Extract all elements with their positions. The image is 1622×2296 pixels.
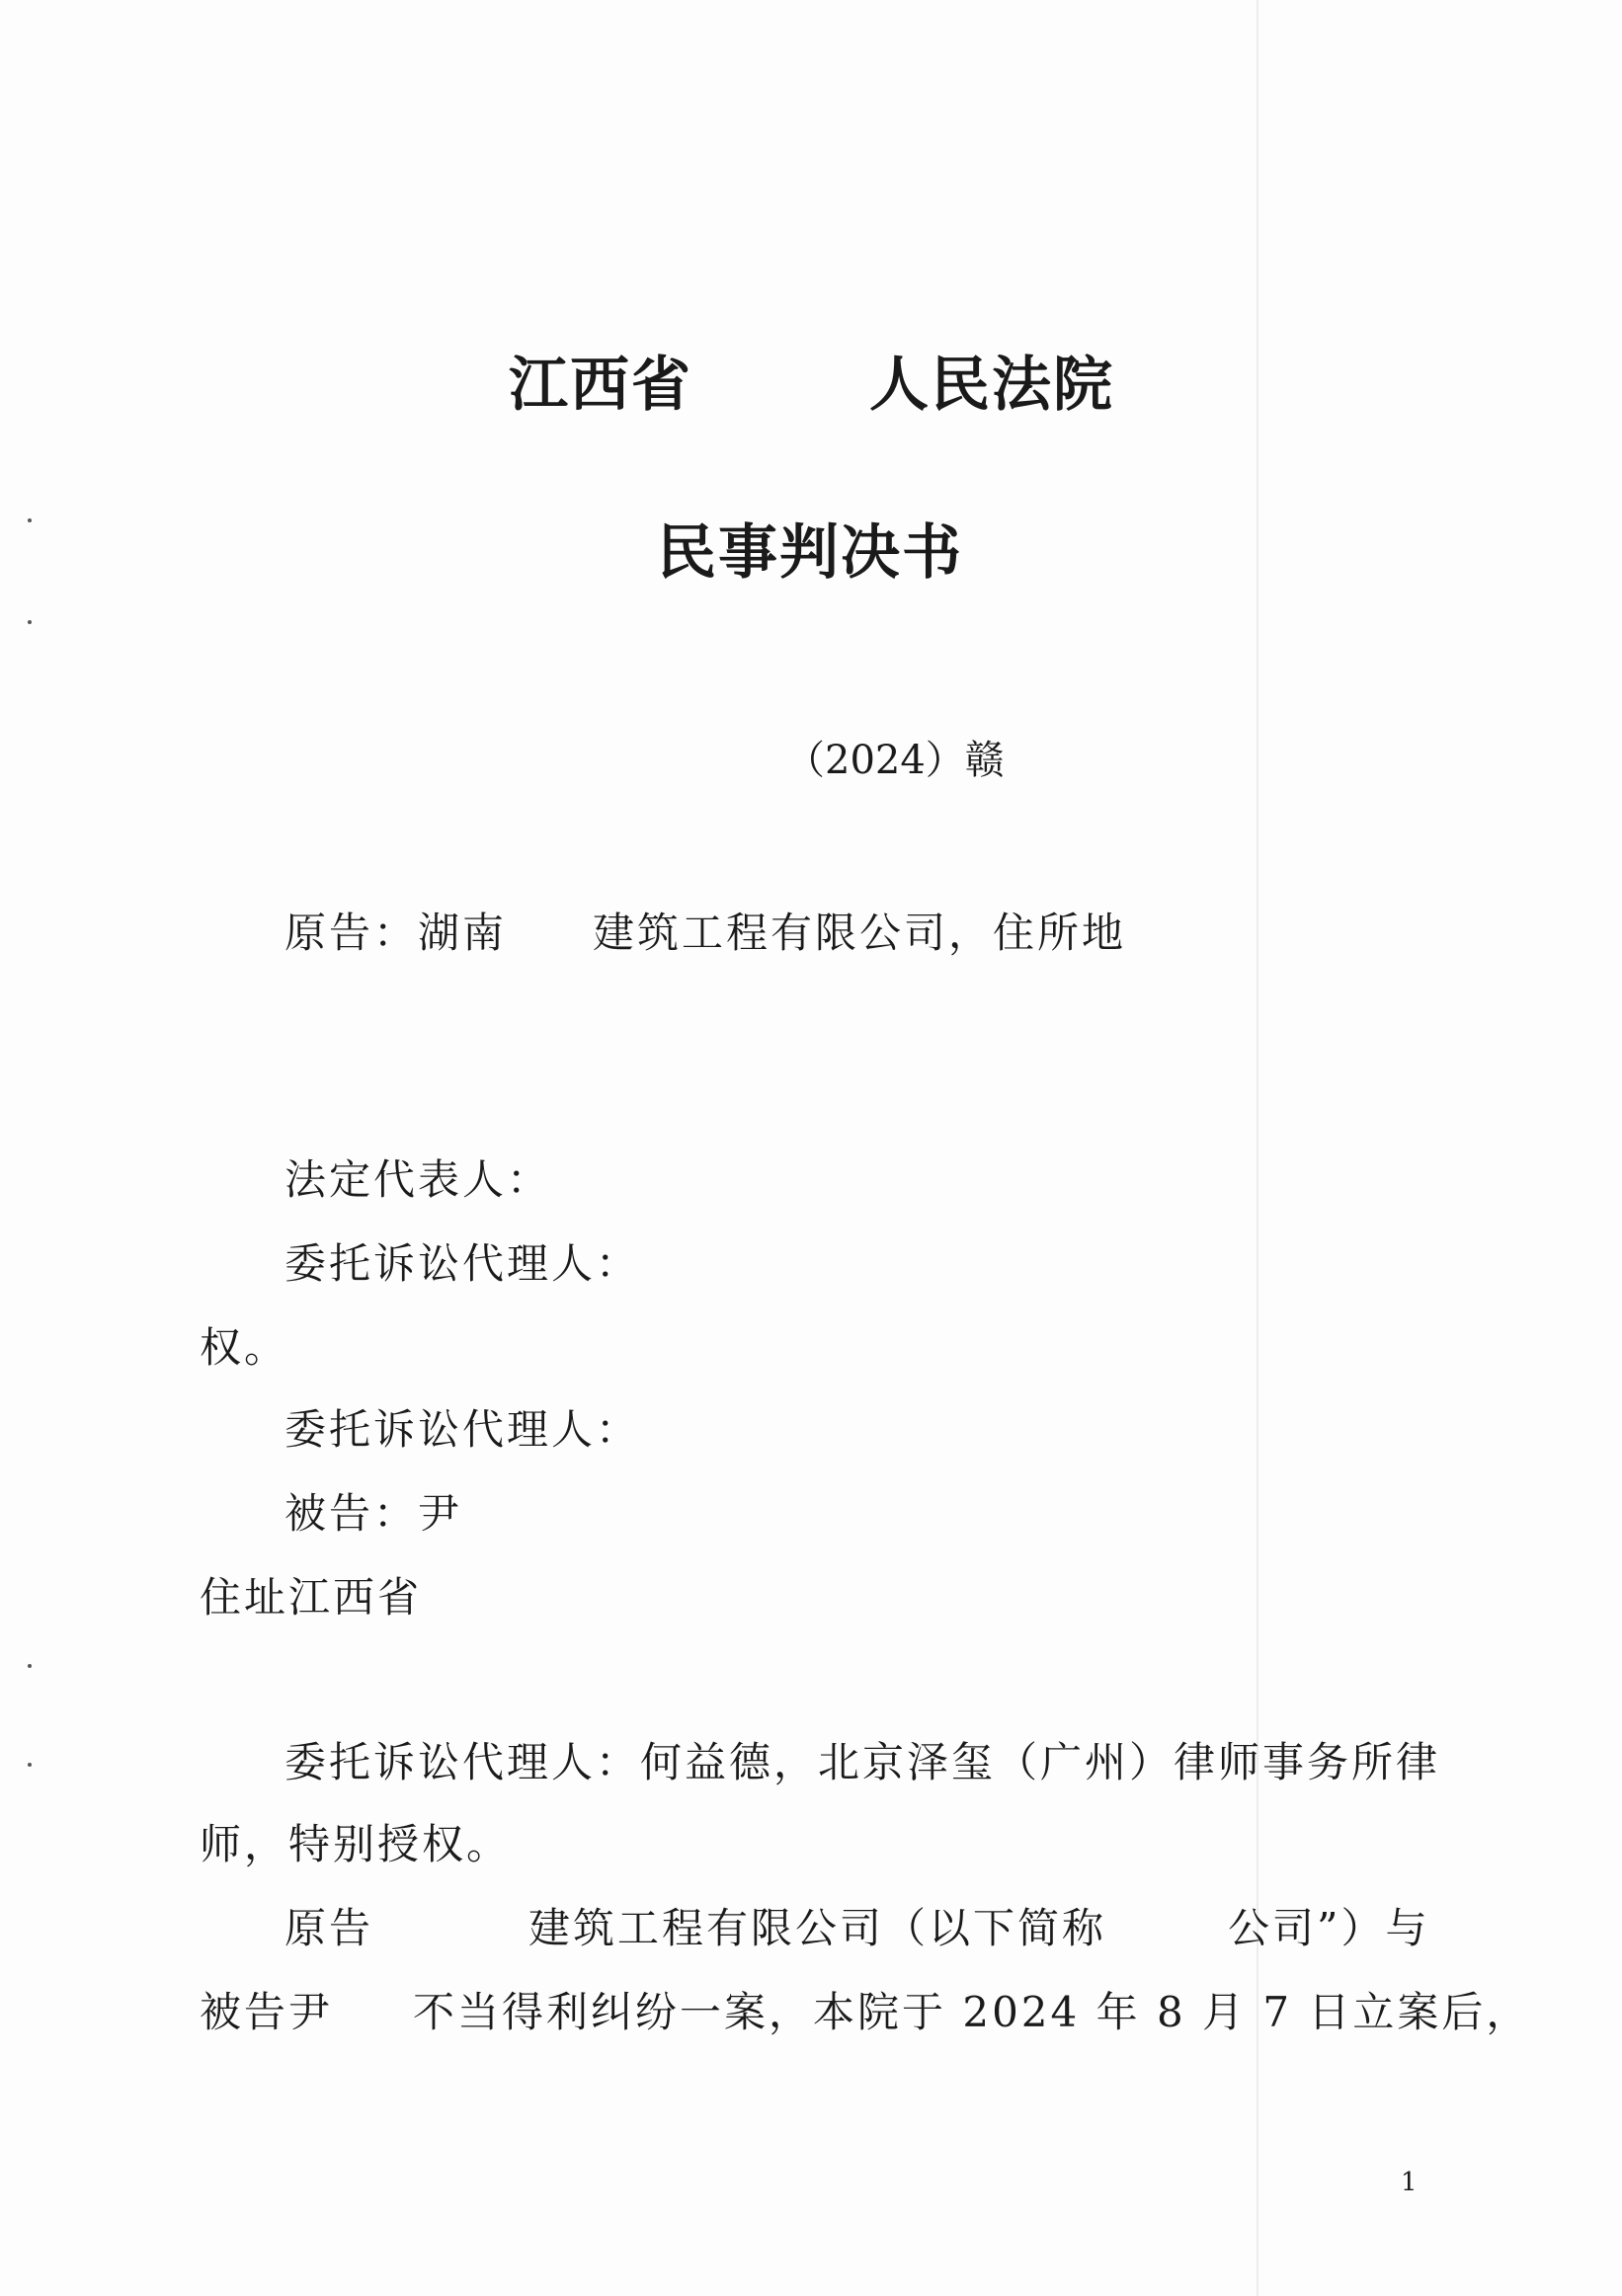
plaintiff-agent-authority: 权。 (200, 1323, 289, 1372)
defendant-address: 住址江西省 (200, 1573, 423, 1622)
document-type-title: 民事判决书 (657, 518, 963, 588)
case-number: （2024）赣 (785, 738, 1005, 783)
case-summary-abbr: 公司”）与 (1228, 1904, 1430, 1952)
case-summary-line-2 (0, 1983, 1622, 2042)
legal-representative-line: 法定代表人： (284, 1155, 552, 1204)
court-title-left: 江西省 (509, 351, 692, 420)
defendant-agent-authority: 师，特别授权。 (200, 1820, 512, 1868)
case-summary-line-1 (0, 1899, 1622, 1958)
case-summary-company: 建筑工程有限公司（以下简称 (528, 1904, 1107, 1952)
court-title-right: 人民法院 (869, 351, 1114, 420)
plaintiff-agent-line-1: 委托诉讼代理人： (284, 1239, 641, 1288)
defendant-agent-line: 委托诉讼代理人：何益德，北京泽玺（广州）律师事务所律 (284, 1738, 1441, 1786)
case-summary-plaintiff: 原告 (284, 1904, 374, 1952)
scan-speck (28, 1664, 32, 1668)
case-summary-dispute: 不当得利纠纷一案，本院于 2024 年 8 月 7 日立案后， (413, 1988, 1531, 2036)
scan-speck (28, 518, 32, 522)
plaintiff-label: 原告：湖南 (284, 909, 508, 957)
plaintiff-agent-line-2: 委托诉讼代理人： (284, 1405, 641, 1454)
scan-speck (28, 620, 32, 624)
court-title (0, 341, 1622, 430)
plaintiff-line (0, 904, 1622, 963)
plaintiff-company: 建筑工程有限公司，住所地 (593, 909, 1127, 957)
page-number: 1 (1401, 2168, 1418, 2197)
defendant-line: 被告：尹 (284, 1489, 463, 1538)
case-summary-defendant: 被告尹 (200, 1988, 334, 2036)
scan-speck (28, 1763, 32, 1767)
